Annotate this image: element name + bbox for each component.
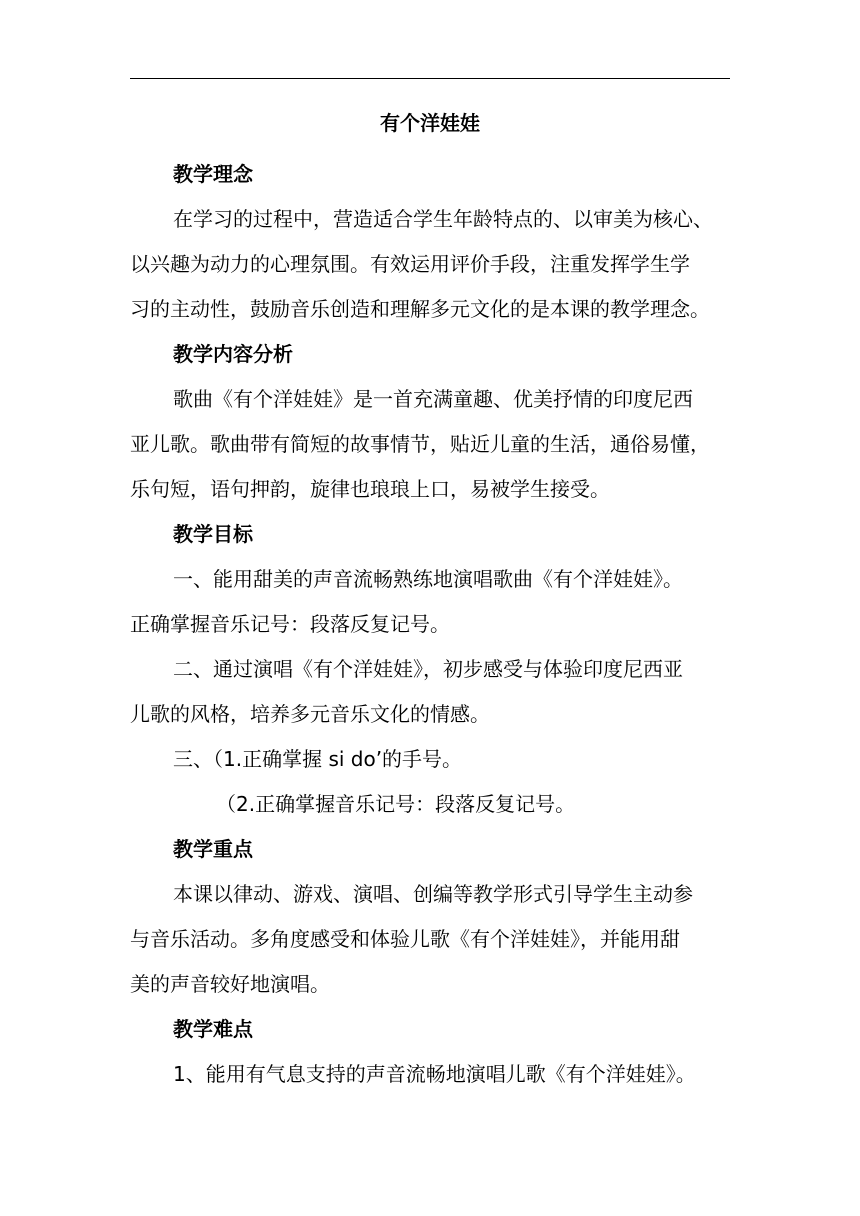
paragraph-line: 乐句短，语句押韵，旋律也琅琅上口，易被学生接受。 — [130, 477, 610, 501]
goal-line: 一、能用甜美的声音流畅熟练地演唱歌曲《有个洋娃娃》。 — [173, 567, 683, 591]
section-heading-difficulties: 教学难点 — [173, 1017, 253, 1041]
paragraph-line: 本课以律动、游戏、演唱、创编等教学形式引导学生主动参 — [173, 882, 693, 906]
document-page — [130, 108, 750, 1097]
document-title: 有个洋娃娃 — [380, 111, 480, 135]
paragraph-line: 美的声音较好地演唱。 — [130, 972, 330, 996]
section-heading-teaching-goals: 教学目标 — [173, 522, 253, 546]
paragraph-line: 1、能用有气息支持的声音流畅地演唱儿歌《有个洋娃娃》。 — [173, 1062, 696, 1086]
section-heading-key-points: 教学重点 — [173, 837, 253, 861]
section-heading-content-analysis: 教学内容分析 — [173, 342, 293, 366]
header-rule — [130, 78, 730, 79]
goal-line: （2.正确掌握音乐记号：段落反复记号。 — [216, 792, 576, 816]
goal-line: 二、通过演唱《有个洋娃娃》，初步感受与体验印度尼西亚 — [173, 657, 683, 681]
paragraph-line: 以兴趣为动力的心理氛围。有效运用评价手段，注重发挥学生学 — [130, 252, 690, 276]
goal-line: 正确掌握音乐记号：段落反复记号。 — [130, 612, 450, 636]
paragraph-line: 与音乐活动。多角度感受和体验儿歌《有个洋娃娃》，并能用甜 — [130, 927, 680, 951]
section-heading-teaching-philosophy: 教学理念 — [173, 162, 253, 186]
goal-line: 儿歌的风格，培养多元音乐文化的情感。 — [130, 702, 490, 726]
paragraph-line: 习的主动性，鼓励音乐创造和理解多元文化的是本课的教学理念。 — [130, 297, 710, 321]
paragraph-line: 亚儿歌。歌曲带有简短的故事情节，贴近儿童的生活，通俗易懂， — [130, 432, 710, 456]
paragraph-line: 歌曲《有个洋娃娃》是一首充满童趣、优美抒情的印度尼西 — [173, 387, 693, 411]
goal-line: 三、（1.正确掌握 si do’的手号。 — [173, 747, 463, 771]
paragraph-line: 在学习的过程中，营造适合学生年龄特点的、以审美为核心、 — [173, 207, 713, 231]
